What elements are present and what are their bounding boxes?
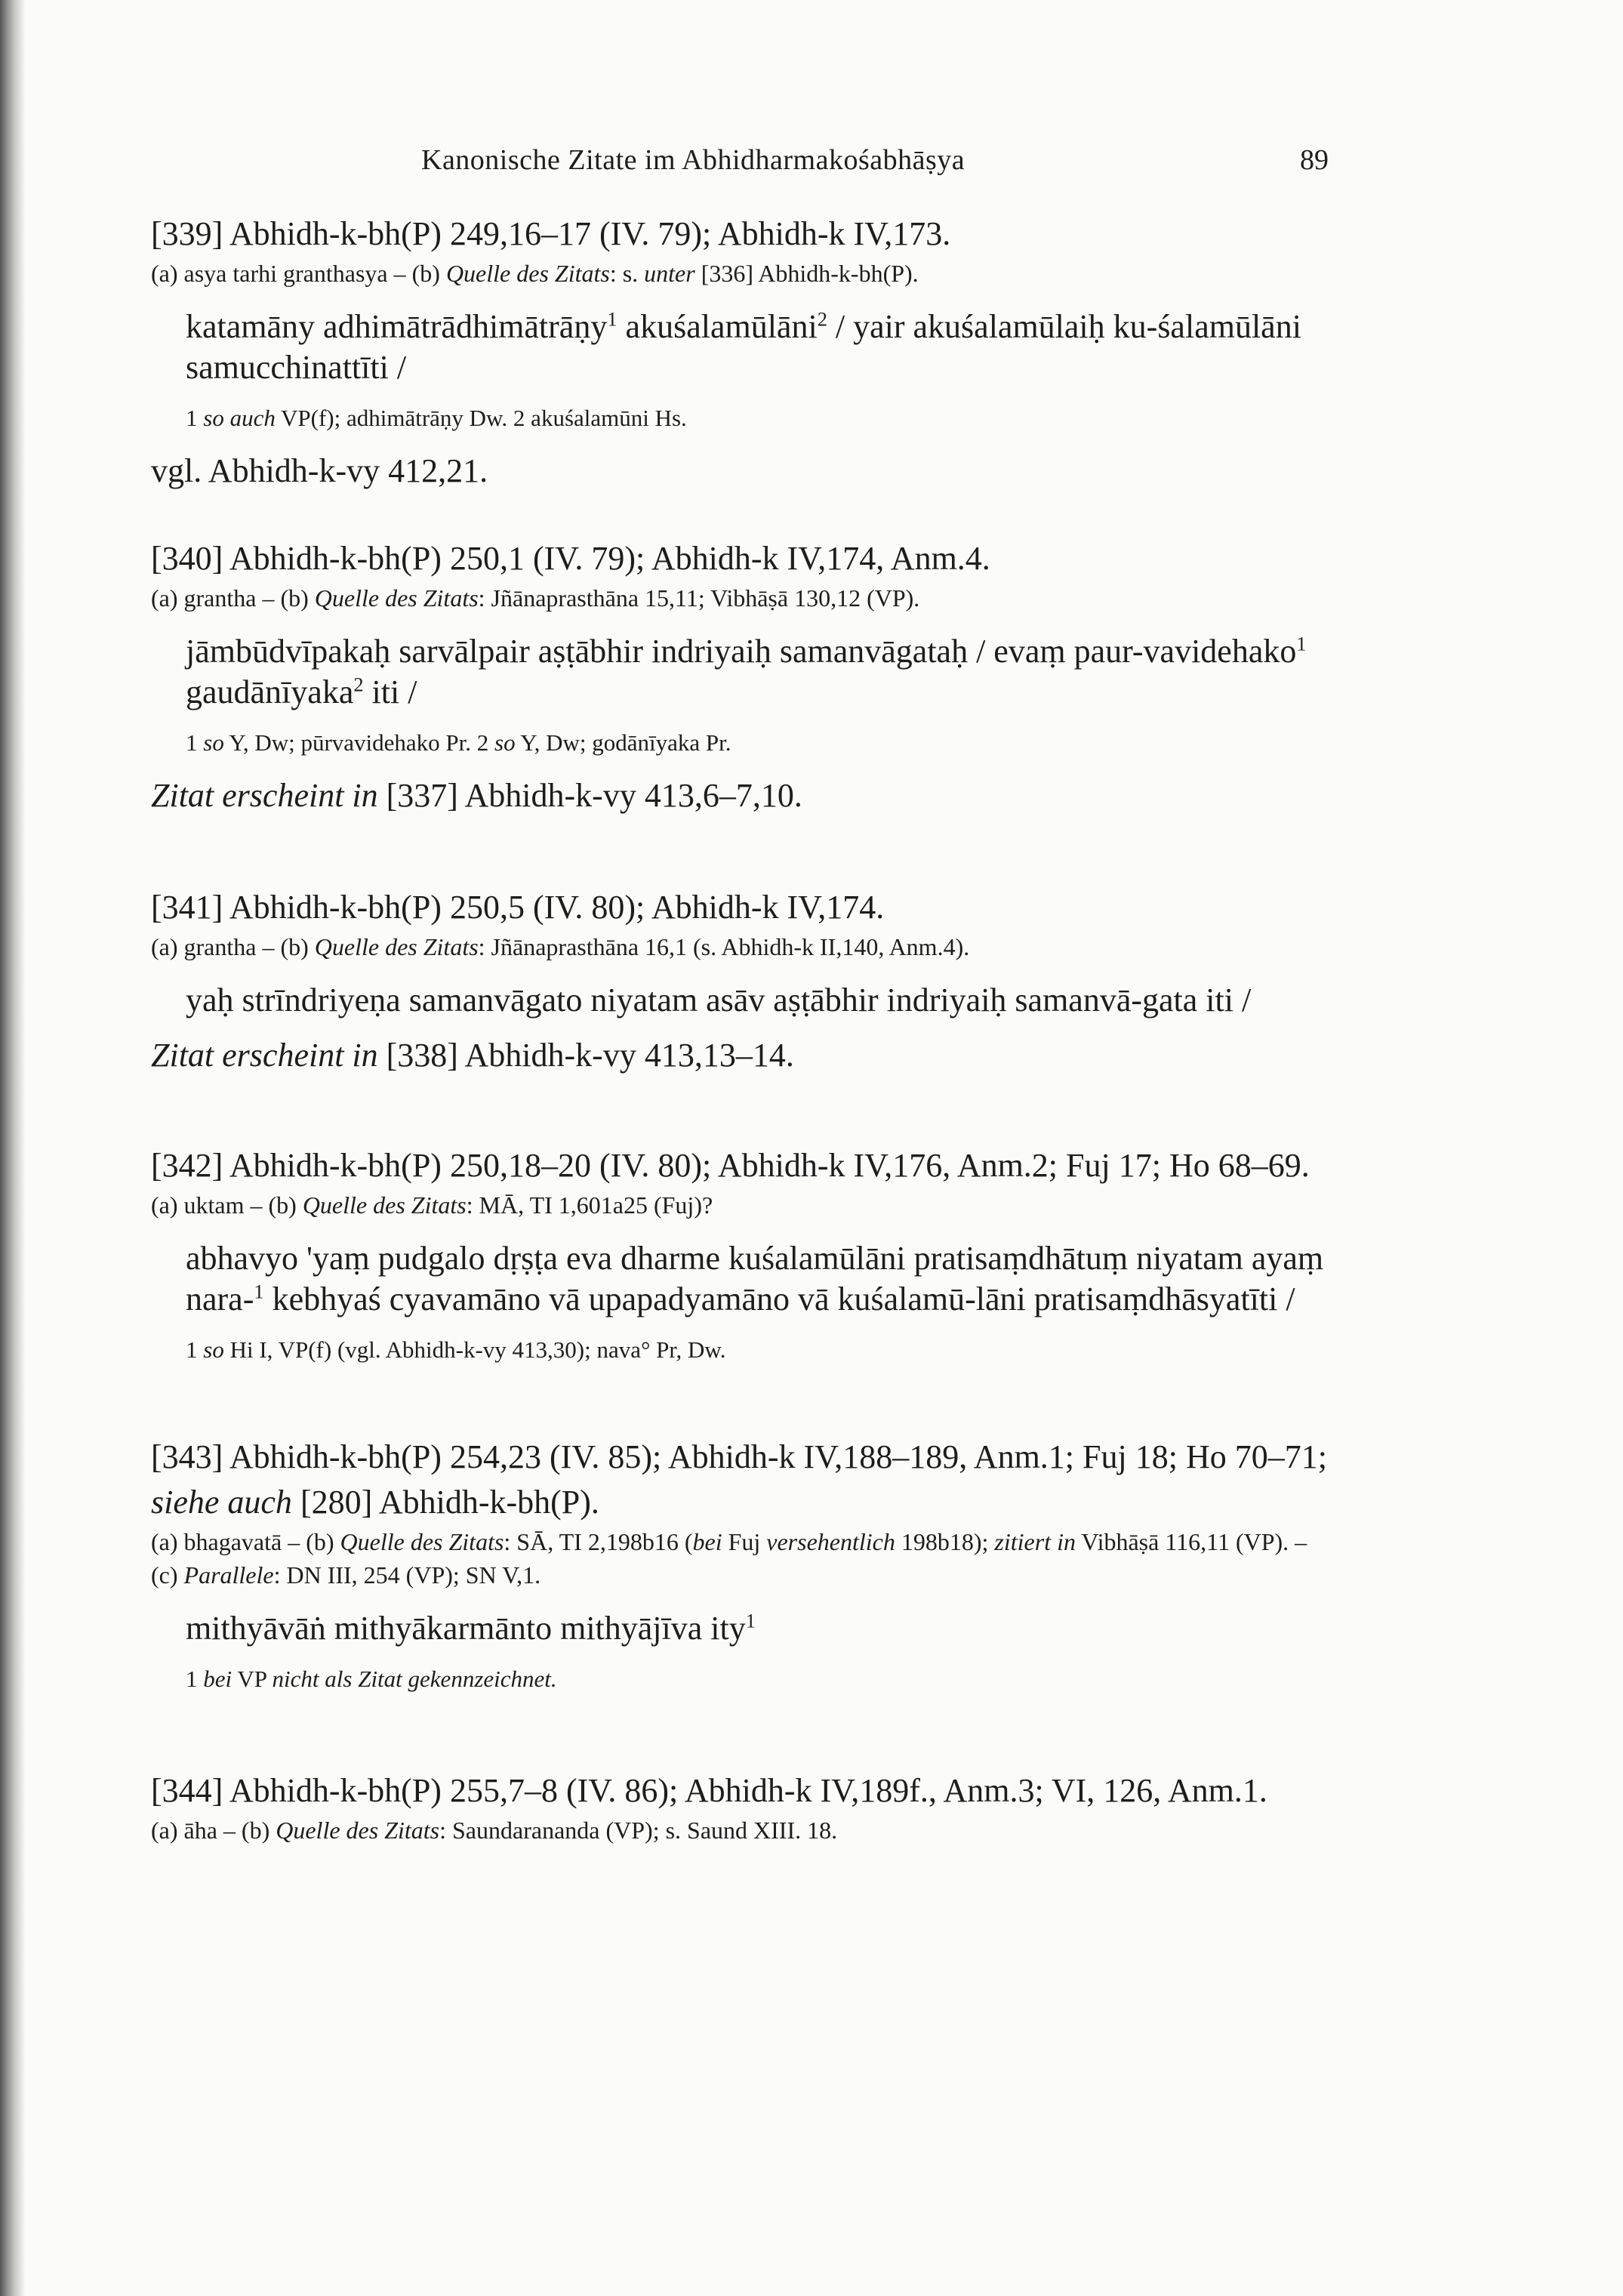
running-header <box>151 143 1329 189</box>
footnote-text: 1 <box>186 729 204 756</box>
source-label: versehentlich <box>766 1528 895 1555</box>
source-text: (a) grantha – (b) <box>151 933 315 960</box>
footnote-text: Hi I, VP(f) (vgl. Abhidh-k-vy 413,30); nava° Pr, Dw. <box>223 1336 726 1363</box>
source-text: (a) āha – (b) <box>151 1817 276 1844</box>
footnote <box>151 1333 1329 1367</box>
footnote-italic: so <box>203 1336 224 1363</box>
source-label: zitiert in <box>994 1528 1076 1555</box>
source-text: [336] Abhidh-k-bh(P). <box>694 260 919 287</box>
source-text: : SĀ, TI 2,198b16 ( <box>504 1528 693 1555</box>
footnote-italic: nicht als Zitat gekennzeichnet. <box>272 1666 557 1692</box>
source-label: Quelle des Zitats <box>276 1817 440 1844</box>
source-label: Quelle des Zitats <box>314 933 479 960</box>
entry-source-line <box>151 1188 1329 1222</box>
cross-reference <box>151 775 1329 817</box>
entry-heading: [342] Abhidh-k-bh(P) 250,18–20 (IV. 80); Abhidh-k IV,176, Anm.2; Fuj 17; Ho 68–69. <box>151 1147 1310 1184</box>
source-text: : DN III, 254 (VP); SN V,1. <box>273 1561 541 1589</box>
running-title: Kanonische Zitate im Abhidharmakośabhāṣya <box>421 144 965 176</box>
quote-text: kebhyaś cyavamāno vā upapadyamāno vā kuśalamū-lāni pratisaṃdhāsyatīti / <box>263 1281 1295 1318</box>
quotation <box>151 631 1329 713</box>
entry-341 <box>151 885 1329 1077</box>
footnote-text: VP(f); adhimātrāṇy Dw. 2 akuśalamūni Hs. <box>275 405 687 431</box>
entry-342 <box>151 1143 1329 1367</box>
quote-text: gaudānīyaka <box>186 673 354 710</box>
source-text: (a) uktam – (b) <box>151 1191 303 1219</box>
source-text: (a) grantha – (b) <box>151 584 315 612</box>
entry-source-line <box>151 257 1329 290</box>
quote-text: mithyāvāṅ mithyākarmānto mithyājīva ity <box>186 1610 746 1647</box>
source-text: 198b18); <box>895 1528 995 1555</box>
entry-source-line <box>151 1814 1329 1847</box>
footnote-text: Y, Dw; godānīyaka Pr. <box>515 729 731 756</box>
quotation <box>151 1238 1329 1320</box>
quotation <box>151 1608 1329 1649</box>
quote-text: abhavyo 'yaṃ pudgalo dṛṣṭa eva dharme kuśalamūlāni pratisaṃdhātuṃ niyatam ayaṃ nara- <box>186 1240 1324 1318</box>
source-text: : Saundarananda (VP); s. Saund XIII. 18. <box>439 1817 838 1844</box>
footnote-text: VP <box>232 1666 273 1692</box>
page-number: 89 <box>1300 144 1329 176</box>
footnote <box>151 726 1329 760</box>
source-label: bei <box>692 1528 722 1555</box>
cross-reference: vgl. Abhidh-k-vy 412,21. <box>151 452 488 489</box>
source-label: Quelle des Zitats <box>445 260 610 287</box>
footnote-italic: so <box>203 729 224 756</box>
quotation: yaḥ strīndriyeṇa samanvāgato niyatam asāv aṣṭābhir indriyaiḥ samanvā-gata iti / <box>186 982 1252 1019</box>
footnote-marker: 1 <box>254 1280 264 1303</box>
entry-343 <box>151 1435 1329 1696</box>
quote-text: jāmbūdvīpakaḥ sarvālpair aṣṭābhir indriyaiḥ samanvāgataḥ / evaṃ paur-vavidehako <box>186 633 1297 670</box>
heading-text: [343] Abhidh-k-bh(P) 254,23 (IV. 85); Abhidh-k IV,188–189, Anm.1; Fuj 18; Ho 70–71; <box>151 1438 1327 1475</box>
quotation <box>151 307 1329 388</box>
entry-heading: [340] Abhidh-k-bh(P) 250,1 (IV. 79); Abhidh-k IV,174, Anm.4. <box>151 540 990 577</box>
entry-source-line <box>151 581 1329 615</box>
footnote <box>151 1663 1329 1696</box>
source-label: Quelle des Zitats <box>314 584 479 612</box>
footnote-text: 1 <box>186 1336 204 1363</box>
footnote-italic: bei <box>203 1666 233 1692</box>
entry-heading <box>151 1435 1329 1525</box>
footnote-text: 1 <box>186 405 204 431</box>
entry-source-line <box>151 1525 1329 1592</box>
footnote-marker: 1 <box>745 1609 756 1632</box>
source-label: Quelle des Zitats <box>302 1191 467 1219</box>
entry-340 <box>151 536 1329 817</box>
footnote-italic: so auch <box>203 405 276 431</box>
footnote-text: 1 <box>186 1666 204 1692</box>
page <box>151 143 1329 1863</box>
reference-text: [338] Abhidh-k-vy 413,13–14. <box>377 1037 794 1074</box>
footnote-marker: 1 <box>1296 632 1307 655</box>
quote-text: akuśalamūlāni <box>617 308 818 345</box>
quote-text: iti / <box>363 673 417 710</box>
source-label: Parallele <box>183 1561 274 1589</box>
source-text: Vibhāṣā 116,11 (VP). – (c) <box>151 1528 1307 1589</box>
scan-binding-edge <box>0 0 26 2296</box>
footnote-marker: 1 <box>607 307 617 331</box>
entry-source-line <box>151 930 1329 963</box>
heading-text: [280] Abhidh-k-bh(P). <box>291 1484 599 1521</box>
source-label: Quelle des Zitats <box>340 1528 504 1555</box>
source-label: unter <box>644 260 695 287</box>
source-text: : s. <box>609 260 645 287</box>
footnote-text: Y, Dw; pūrvavidehako Pr. 2 <box>223 729 495 756</box>
source-text: (a) asya tarhi granthasya – (b) <box>151 260 446 287</box>
reference-text: [337] Abhidh-k-vy 413,6–7,10. <box>377 777 802 814</box>
cross-reference <box>151 1034 1329 1077</box>
entry-heading: [339] Abhidh-k-bh(P) 249,16–17 (IV. 79); Abhidh-k IV,173. <box>151 215 951 252</box>
heading-italic: siehe auch <box>151 1484 292 1521</box>
entry-heading: [341] Abhidh-k-bh(P) 250,5 (IV. 80); Abhidh-k IV,174. <box>151 889 885 926</box>
quote-text: katamāny adhimātrādhimātrāṇy <box>186 308 608 345</box>
entry-heading: [344] Abhidh-k-bh(P) 255,7–8 (IV. 86); Abhidh-k IV,189f., Anm.3; VI, 126, Anm.1. <box>151 1772 1267 1809</box>
source-text: Fuj <box>722 1528 767 1555</box>
footnote-marker: 2 <box>353 673 364 696</box>
source-text: : Jñānaprasthāna 16,1 (s. Abhidh-k II,140, Anm.4). <box>478 933 970 960</box>
entry-344 <box>151 1768 1329 1847</box>
entry-339 <box>151 211 1329 492</box>
footnote-marker: 2 <box>817 307 827 331</box>
footnote <box>151 402 1329 435</box>
source-text: : MĀ, TI 1,601a25 (Fuj)? <box>466 1191 713 1219</box>
source-text: : Jñānaprasthāna 15,11; Vibhāṣā 130,12 (VP). <box>478 584 920 612</box>
source-text: (a) bhagavatā – (b) <box>151 1528 340 1555</box>
quote-text: / yair akuśalamūlaiḥ ku-śalamūlāni samucchinattīti / <box>186 308 1301 386</box>
reference-label: Zitat erscheint in <box>151 777 378 814</box>
reference-label: Zitat erscheint in <box>151 1037 378 1074</box>
footnote-italic: so <box>494 729 516 756</box>
